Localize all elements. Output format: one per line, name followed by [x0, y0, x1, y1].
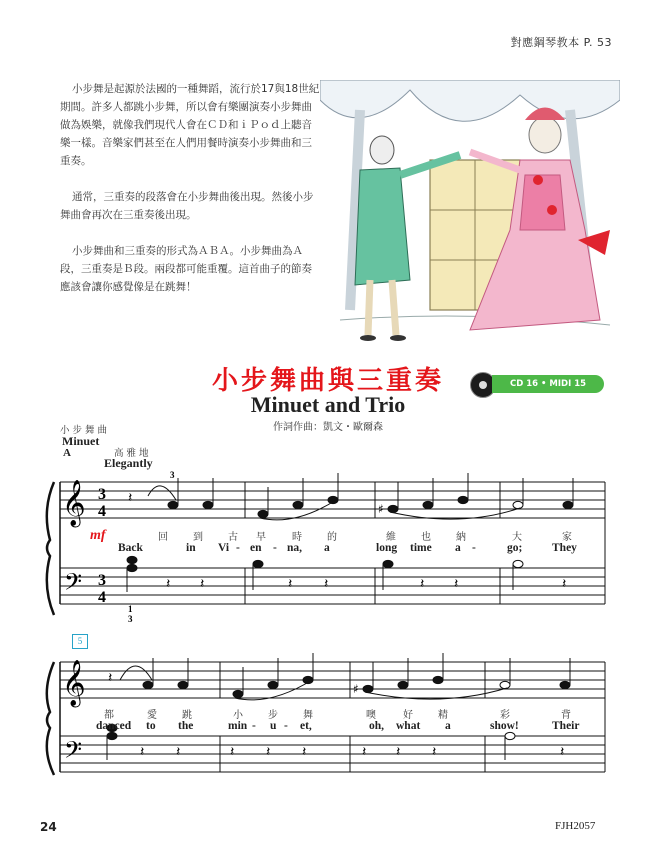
time-signature-bottom-denominator: 4	[98, 589, 106, 606]
bass-staff	[60, 568, 605, 604]
treble-clef-icon-2: 𝄞	[62, 660, 86, 706]
svg-text:𝄽: 𝄽	[420, 576, 425, 592]
svg-text:𝄽: 𝄽	[288, 576, 293, 592]
svg-text:𝄽: 𝄽	[176, 744, 181, 760]
svg-text:𝄽: 𝄽	[432, 744, 437, 760]
svg-text:𝄽: 𝄽	[108, 670, 113, 686]
composer-credit: 作詞作曲：凱文・歐爾森	[273, 422, 383, 433]
svg-text:♯: ♯	[353, 682, 359, 696]
svg-text:𝄽: 𝄽	[454, 576, 459, 592]
finger-number-3-bass: 3	[128, 614, 133, 624]
time-signature-top-denominator: 4	[98, 503, 106, 520]
svg-text:𝄽: 𝄽	[302, 744, 307, 760]
book-reference: 對應鋼琴教本 P. 53	[510, 36, 612, 49]
section-letter: A	[63, 447, 71, 459]
catalog-number: FJH2057	[555, 820, 596, 832]
svg-text:♯: ♯	[378, 502, 384, 516]
intro-paragraph-1: 小步舞是起源於法國的一種舞蹈，流行於17與18世紀期間。許多人都跳小步舞，所以會有樂團演奏小步舞曲做為娛樂，就像我們現代人會在ＣＤ和ｉＰｏｄ上聽音樂一樣。音樂家們甚至在人們用餐時演奏小步舞曲和三重奏。	[60, 83, 320, 167]
svg-text:𝄽: 𝄽	[140, 744, 145, 760]
lyrics-line1-english: Back in Vi - en - na, a long time a - go; They	[118, 542, 577, 554]
lyrics-line2-english: danced to the min - u - et, oh, what a show! Their	[96, 720, 580, 732]
lyrics-line2-chinese: 都 愛 跳 小 步 舞 噢 好 精 彩 背	[104, 710, 571, 721]
page-number: 24	[40, 820, 57, 834]
svg-text:𝄽: 𝄽	[200, 576, 205, 592]
tempo-english: Elegantly	[104, 456, 153, 470]
bass-clef-icon: 𝄢	[64, 568, 83, 601]
tempo-chinese: 高 雅 地	[114, 448, 149, 459]
section-label-english: Minuet	[62, 434, 100, 448]
svg-text:𝄽: 𝄽	[396, 744, 401, 760]
bass-clef-icon-2: 𝄢	[64, 736, 83, 769]
time-signature-bottom: 3	[98, 572, 106, 589]
finger-number-3: 3	[170, 470, 175, 480]
dynamic-marking: mf	[90, 528, 106, 543]
measure-number: 5	[72, 634, 88, 649]
lyrics-line1-chinese: 回 到 古 早 時 的 維 也 納 大 家	[158, 532, 572, 543]
section-label-chinese: 小 步 舞 曲	[60, 425, 108, 436]
intro-paragraph-2: 通常，三重奏的段落會在小步舞曲後出現。然後小步舞曲會再次在三重奏後出現。	[60, 191, 314, 221]
svg-text:𝄽: 𝄽	[266, 744, 271, 760]
svg-text:𝄽: 𝄽	[230, 744, 235, 760]
time-signature-top: 3	[98, 486, 106, 503]
finger-number-1: 1	[128, 604, 133, 614]
song-title-english: Minuet and Trio	[250, 392, 406, 417]
song-title-chinese: 小步舞曲與三重奏	[211, 366, 444, 396]
svg-text:𝄽: 𝄽	[166, 576, 171, 592]
svg-text:𝄽: 𝄽	[128, 490, 133, 506]
intro-paragraph-3: 小步舞曲和三重奏的形式為ＡＢＡ。小步舞曲為Ａ段，三重奏是Ｂ段。兩段都可能重覆。這首曲子的節奏應該會讓你感覺像是在跳舞！	[60, 245, 312, 293]
cd-track-label: CD 16 • MIDI 15	[492, 375, 604, 393]
treble-staff-2	[60, 662, 605, 698]
cd-midi-badge	[470, 372, 604, 396]
svg-text:𝄽: 𝄽	[560, 744, 565, 760]
treble-clef-icon: 𝄞	[62, 480, 86, 526]
svg-text:𝄽: 𝄽	[324, 576, 329, 592]
svg-text:𝄽: 𝄽	[362, 744, 367, 760]
dancers-illustration	[320, 80, 620, 350]
svg-text:𝄽: 𝄽	[562, 576, 567, 592]
